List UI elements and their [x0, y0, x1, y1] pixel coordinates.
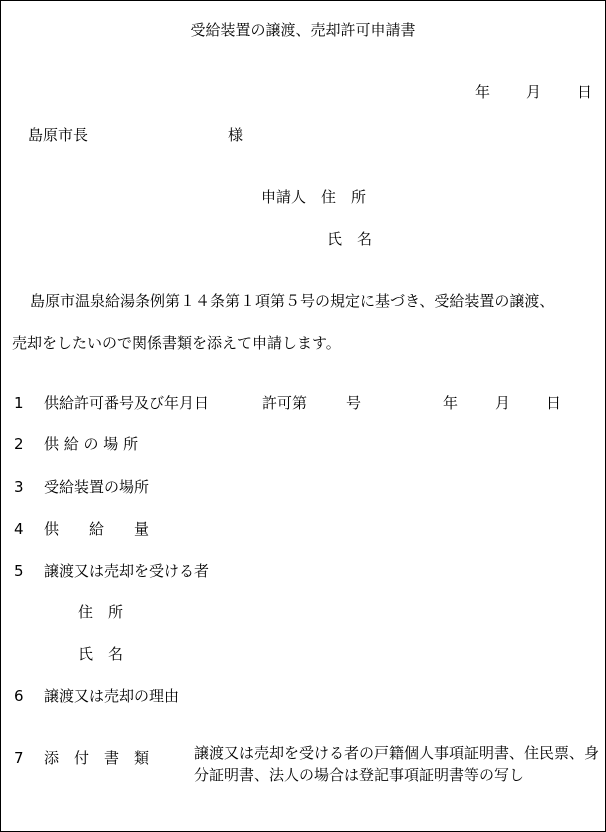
date-year-label: 年	[474, 83, 490, 101]
item-label-reason: 譲渡又は売却の理由	[44, 687, 180, 705]
permit-month-label: 月	[495, 394, 511, 412]
item-label-supply-location: 供 給 の 場 所	[44, 435, 139, 453]
item-label-transferee: 譲渡又は売却を受ける者	[44, 562, 210, 580]
item-label-attachments: 添 付 書 類	[44, 749, 150, 767]
body-text-line-2: 売却をしたいので関係書類を添えて申請します。	[12, 334, 341, 352]
item-label-permit-number: 供給許可番号及び年月日	[44, 394, 210, 412]
transferee-address-label: 住 所	[78, 603, 124, 621]
permit-year-label: 年	[443, 394, 459, 412]
permit-suffix: 号	[346, 394, 362, 412]
item-number: 3	[14, 478, 24, 496]
item-number: 2	[14, 435, 24, 453]
applicant-name-label: 氏 名	[327, 230, 373, 248]
application-date	[475, 83, 592, 101]
item-number: 7	[14, 749, 24, 767]
item-number: 5	[14, 562, 24, 580]
applicant-address-label: 申請人 住 所	[261, 188, 367, 206]
item-label-supply-amount: 供 給 量	[44, 520, 150, 538]
honorific: 様	[228, 126, 244, 144]
item-number: 1	[14, 394, 24, 412]
date-month-label: 月	[525, 83, 541, 101]
transferee-name-label: 氏 名	[78, 645, 124, 663]
document-title: 受給装置の譲渡、売却許可申請書	[190, 21, 416, 39]
permit-day-label: 日	[546, 394, 562, 412]
item-label-device-location: 受給装置の場所	[44, 478, 150, 496]
date-day-label: 日	[576, 83, 592, 101]
item-number: 4	[14, 520, 24, 538]
attachments-note: 譲渡又は売却を受ける者の戸籍個人事項証明書、住民票、身分証明書、法人の場合は登記事項証明書等の写し	[194, 744, 600, 784]
item-number: 6	[14, 687, 24, 705]
addressee: 島原市長	[28, 126, 89, 144]
permit-prefix: 許可第	[262, 394, 308, 412]
body-text-line-1: 島原市温泉給湯条例第１４条第１項第５号の規定に基づき、受給装置の譲渡、	[30, 292, 555, 310]
